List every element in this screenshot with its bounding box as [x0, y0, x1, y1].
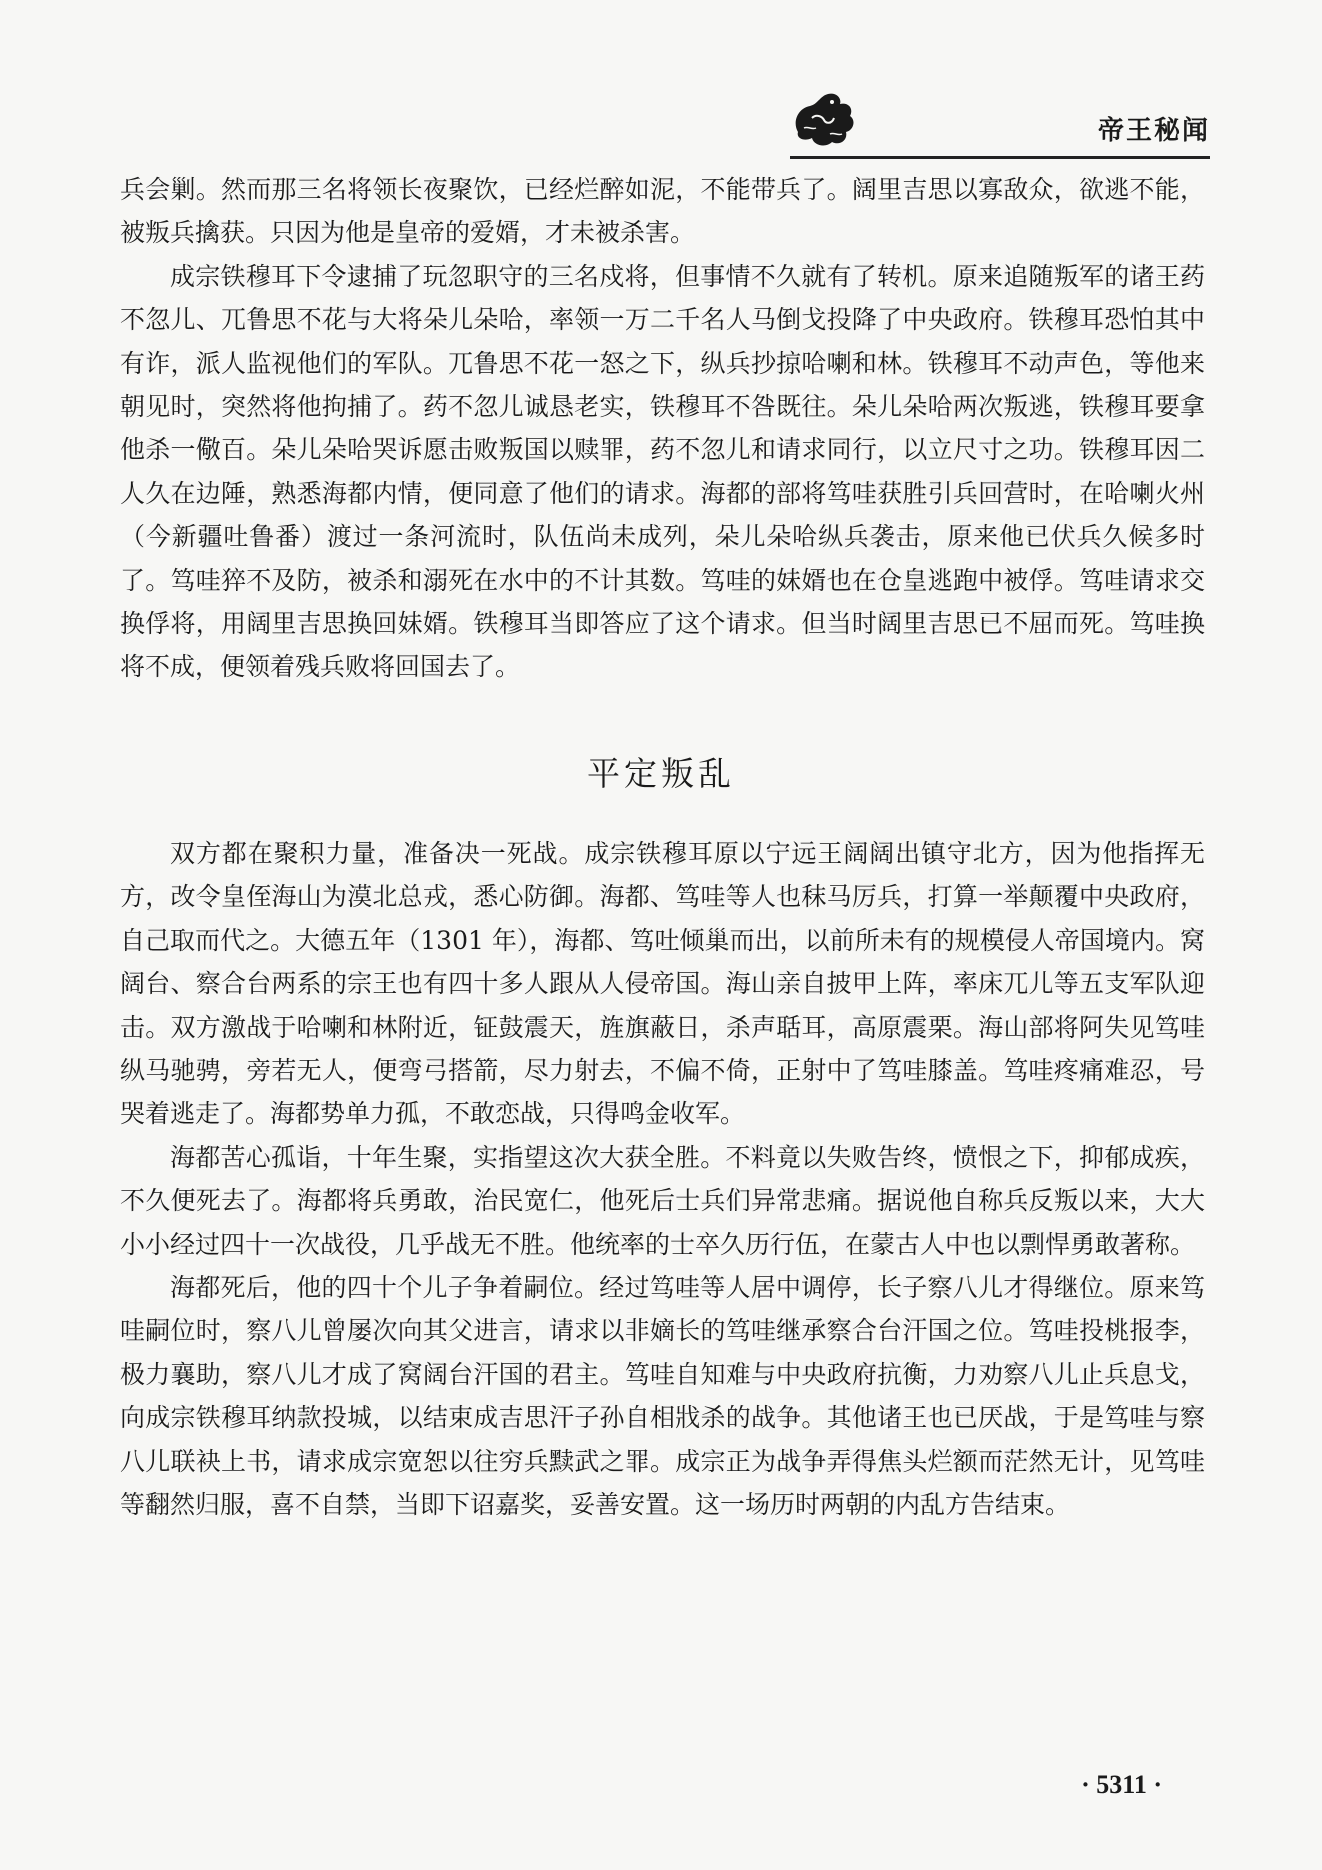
text-block-top [120, 168, 1205, 689]
page-number: · 5311 · [1081, 1770, 1162, 1799]
paragraph: 兵会剿。然而那三名将领长夜聚饮，已经烂醉如泥，不能带兵了。阔里吉思以寡敌众，欲逃不能，被叛兵擒获。只因为他是皇帝的爱婿，才未被杀害。 [120, 175, 1205, 248]
text-block-bottom [120, 832, 1205, 1527]
paragraph: 海都苦心孤诣，十年生聚，实指望这次大获全胜。不料竟以失败告终，愤恨之下，抑郁成疾，不久便死去了。海都将兵勇敢，治民宽仁，他死后士兵们异常悲痛。据说他自称兵反叛以来，大大小小经过四十一次战役，几乎战无不胜。他统率的士卒久历行伍，在蒙古人中也以剽悍勇敢著称。 [120, 1142, 1205, 1259]
paragraph: 双方都在聚积力量，准备决一死战。成宗铁穆耳原以宁远王阔阔出镇守北方，因为他指挥无方，改令皇侄海山为漠北总戎，悉心防御。海都、笃哇等人也秣马厉兵，打算一举颠覆中央政府，自己取而代之。大德五年（1301 年），海都、笃吐倾巢而出，以前所未有的规模侵人帝国境内。窝阔台、察合台两系的宗王也有四十多人跟从人侵帝国。海山亲自披甲上阵，率床兀儿等五支军队迎击。双方激战于哈喇和林附近，钲鼓震天，旌旗蔽日，杀声聒耳，高原震栗。海山部将阿失见笃哇纵马驰骋，旁若无人，便弯弓搭箭，尽力射去，不偏不倚，正射中了笃哇膝盖。笃哇疼痛难忍，号哭着逃走了。海都势单力孤，不敢恋战，只得鸣金收军。 [120, 839, 1205, 1129]
running-title: 帝王秘闻 [1097, 116, 1210, 146]
page-header [790, 88, 1210, 158]
section-heading: 平定叛乱 [587, 754, 735, 793]
dragon-icon [790, 88, 860, 150]
paragraph: 海都死后，他的四十个儿子争着嗣位。经过笃哇等人居中调停，长子察八儿才得继位。原来笃哇嗣位时，察八儿曾屡次向其父进言，请求以非嫡长的笃哇继承察合台汗国之位。笃哇投桃报李，极力襄助，察八儿才成了窝阔台汗国的君主。笃哇自知难与中央政府抗衡，力劝察八儿止兵息戈，向成宗铁穆耳纳款投城，以结束成吉思汗子孙自相戕杀的战争。其他诸王也已厌战，于是笃哇与察八儿联袂上书，请求成宗宽恕以往穷兵黩武之罪。成宗正为战争弄得焦头烂额而茫然无计，见笃哇等翻然归服，喜不自禁，当即下诏嘉奖，妥善安置。这一场历时两朝的内乱方告结束。 [120, 1273, 1205, 1520]
paragraph: 成宗铁穆耳下令逮捕了玩忽职守的三名戍将，但事情不久就有了转机。原来追随叛军的诸王药不忽儿、兀鲁思不花与大将朵儿朵哈，率领一万二千名人马倒戈投降了中央政府。铁穆耳恐怕其中有诈，派人监视他们的军队。兀鲁思不花一怒之下，纵兵抄掠哈喇和林。铁穆耳不动声色，等他来朝见时，突然将他拘捕了。药不忽儿诚恳老实，铁穆耳不咎既往。朵儿朵哈两次叛逃，铁穆耳要拿他杀一儆百。朵儿朵哈哭诉愿击败叛国以赎罪，药不忽儿和请求同行，以立尺寸之功。铁穆耳因二人久在边陲，熟悉海都内情，便同意了他们的请求。海都的部将笃哇获胜引兵回营时，在哈喇火州（今新疆吐鲁番）渡过一条河流时，队伍尚未成列，朵儿朵哈纵兵袭击，原来他已伏兵久候多时了。笃哇猝不及防，被杀和溺死在水中的不计其数。笃哇的妹婿也在仓皇逃跑中被俘。笃哇请求交换俘将，用阔里吉思换回妹婿。铁穆耳当即答应了这个请求。但当时阔里吉思已不屈而死。笃哇换将不成，便领着残兵败将回国去了。 [120, 261, 1205, 682]
header-rule [790, 156, 1210, 159]
